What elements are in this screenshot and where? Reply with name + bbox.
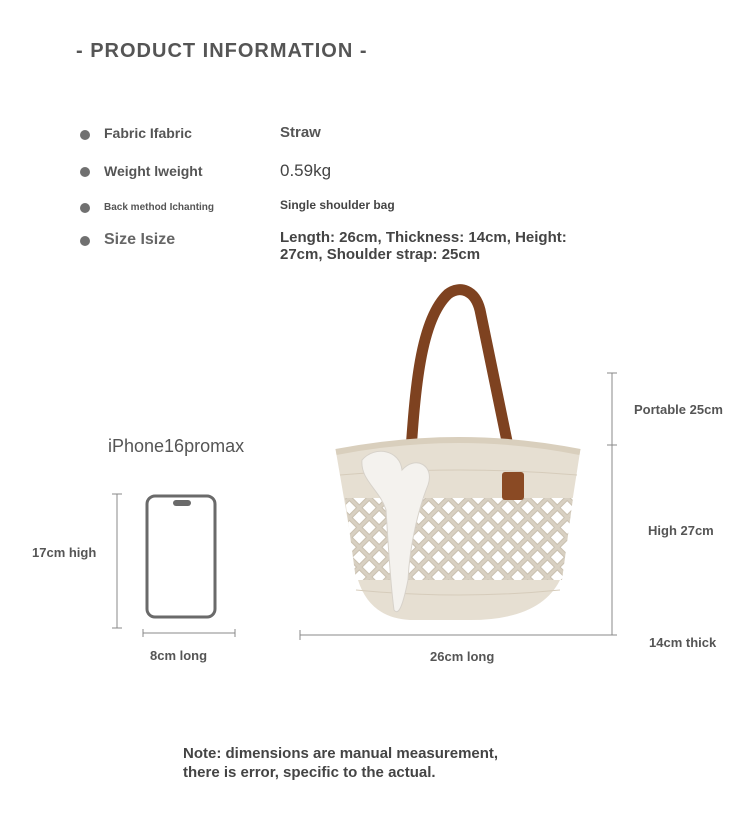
phone-model-label: iPhone16promax <box>108 436 245 456</box>
spec-label: Fabric Ifabric <box>104 125 192 141</box>
phone-height-label: 17cm high <box>32 545 97 560</box>
spec-value: Length: 26cm, Thickness: 14cm, Height: 27cm, Shoulder strap: 25cm <box>280 229 567 263</box>
spec-label: Weight lweight <box>104 163 203 179</box>
spec-row-back-method <box>80 198 680 218</box>
bag-length-label: 26cm long <box>430 649 495 664</box>
phone-outline <box>100 488 250 638</box>
spec-row-size <box>80 229 680 269</box>
bag-height-label: High 27cm <box>648 523 714 538</box>
spec-value: Straw <box>280 124 321 141</box>
bullet-icon <box>80 167 90 177</box>
spec-value: Single shoulder bag <box>280 198 395 212</box>
spec-label: Back method Ichanting <box>104 202 215 213</box>
measurement-note <box>183 744 498 782</box>
bag-portable-label: Portable 25cm <box>634 402 723 417</box>
bullet-icon <box>80 130 90 140</box>
bag-dimension-lines <box>290 365 630 655</box>
note-line-1: Note: dimensions are manual measurement, <box>183 745 499 762</box>
bullet-icon <box>80 236 90 246</box>
spec-label: Size Isize <box>104 231 176 248</box>
spec-value: 0.59kg <box>280 161 332 180</box>
phone-width-label: 8cm long <box>150 648 208 663</box>
bullet-icon <box>80 203 90 213</box>
note-line-2: there is error, specific to the actual. <box>183 764 436 781</box>
bag-thickness-label: 14cm thick <box>649 635 717 650</box>
page-title: - PRODUCT INFORMATION - <box>76 40 368 62</box>
spec-row-weight <box>80 161 680 181</box>
spec-row-fabric <box>80 124 680 144</box>
